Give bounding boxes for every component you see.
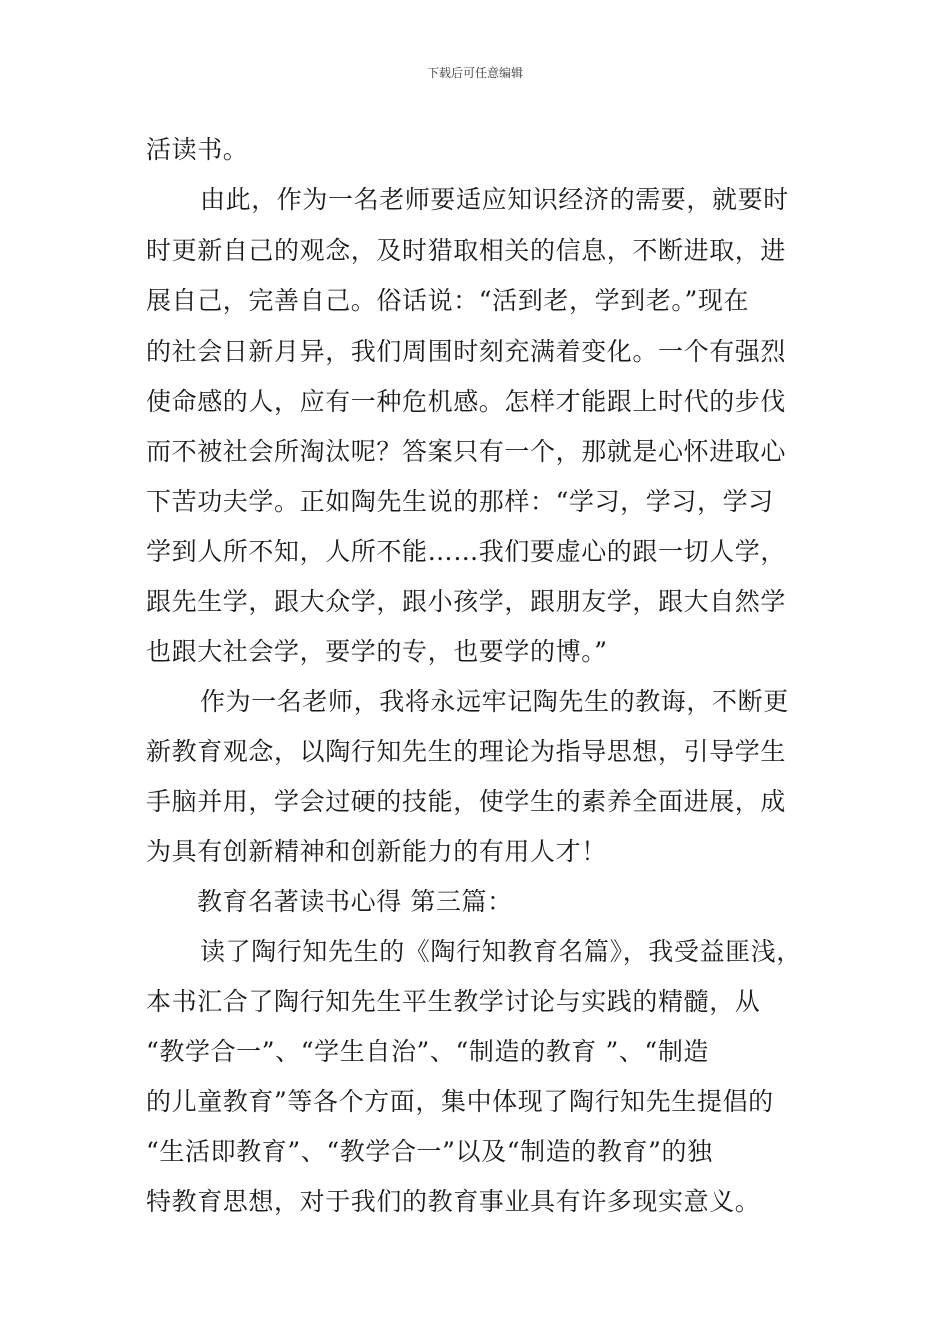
text-line: 新教育观念，以陶行知先生的理论为指导思想，引导学生 <box>146 737 787 766</box>
text-line: 为具有创新精神和创新能力的有用人才！ <box>146 837 607 866</box>
text-line: 由此，作为一名老师要适应知识经济的需要，就要时 <box>200 185 789 214</box>
text-line: 时更新自己的观念，及时猎取相关的信息，不断进取，进 <box>146 236 787 265</box>
text-line: 特教育思想，对于我们的教育事业具有许多现实意义。 <box>146 1187 761 1216</box>
text-line: “教学合一”、“学生自治”、“制造的教育 ”、“制造 <box>146 1037 710 1066</box>
text-line: 也跟大社会学，要学的专，也要学的博。” <box>146 637 608 666</box>
text-line: 手脑并用，学会过硬的技能，使学生的素养全面进展，成 <box>146 787 787 816</box>
text-line: 读了陶行知先生的《陶行知教育名篇》，我受益匪浅， <box>200 937 802 966</box>
text-line: 的社会日新月异，我们周围时刻充满着变化。一个有强烈 <box>146 337 787 366</box>
text-line: “生活即教育”、“教学合一”以及“制造的教育”的独 <box>146 1137 713 1166</box>
text-line: 活读书。 <box>146 135 249 164</box>
text-line: 下苦功夫学。正如陶先生说的那样：“学习，学习，学习 <box>146 487 774 516</box>
text-line: 展自己，完善自己。俗话说：“活到老，学到老。”现在 <box>146 286 750 315</box>
page-header-note: 下载后可任意编辑 <box>426 66 523 80</box>
text-line: 的儿童教育”等各个方面，集中体现了陶行知先生提倡的 <box>146 1087 774 1116</box>
text-line: 本书汇合了陶行知先生平生教学讨论与实践的精髓，从 <box>146 987 761 1016</box>
text-line: 作为一名老师，我将永远牢记陶先生的教诲，不断更 <box>200 687 789 716</box>
text-line: 跟先生学，跟大众学，跟小孩学，跟朋友学，跟大自然学 <box>146 587 787 616</box>
text-line: 而不被社会所淘汰呢？答案只有一个，那就是心怀进取心 <box>146 437 787 466</box>
text-line: 使命感的人，应有一种危机感。怎样才能跟上时代的步伐 <box>146 387 787 416</box>
section-heading: 教育名著读书心得 第三篇： <box>197 887 513 916</box>
text-line: 学到人所不知，人所不能……我们要虚心的跟一切人学， <box>146 537 787 566</box>
